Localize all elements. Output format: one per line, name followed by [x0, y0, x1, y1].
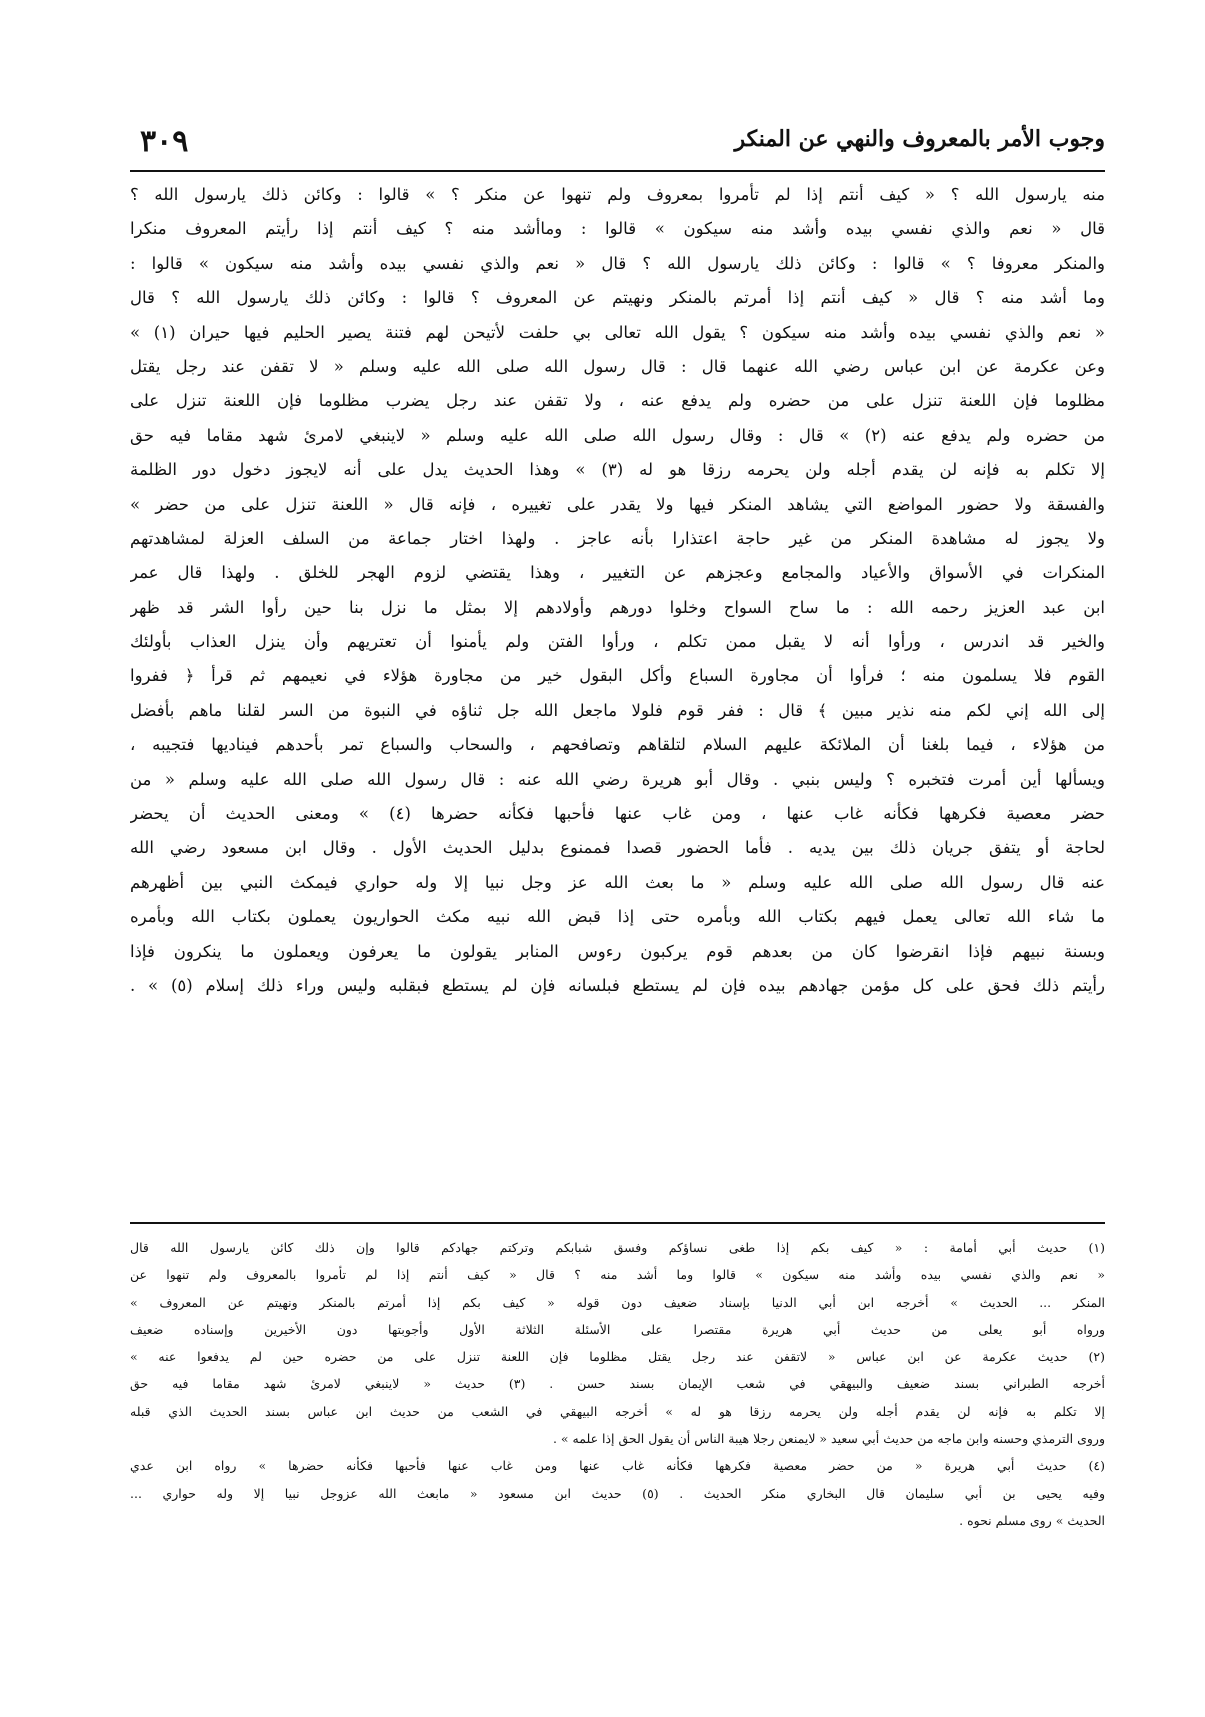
text-line: ويسألها أين أمرت فتخبره ؟ وليس بنبي . وقال أبو هريرة رضي الله عنه : قال رسول الله صلى الله عليه وسلم « من [130, 769, 1105, 789]
text-line: ابن عبد العزيز رحمه الله : ما ساح السواح وخلوا دورهم وأولادهم إلا بمثل ما نزل بنا حين رأوا الشر قد ظهر [130, 597, 1105, 617]
text-line: القوم فلا يسلمون منه ؛ فرأوا أن مجاورة السباع وأكل البقول خير من مجاورة هؤلاء في نعيمهم ثم قرأ ﴿ ففروا [130, 666, 1105, 686]
text-line: إلى الله إني لكم منه نذير مبين ﴾ قال : ففر قوم فلولا ماجعل الله جل ثناؤه في النبوة من السر لقلنا ماهم بأفضل [130, 700, 1105, 720]
text-line: من حضره ولم يدفع عنه (٢) » قال : وقال رسول الله صلى الله عليه وسلم « لاينبغي لامرئ شهد مقاما فيه حق [130, 425, 1105, 445]
footnote-line: أخرجه الطبراني بسند ضعيف والبيهقي في شعب الإيمان بسند حسن . (٣) حديث « لاينبغي لامرئ شهد مقاما فيه حق [130, 1376, 1105, 1392]
text-line: ولا يجوز له مشاهدة المنكر من غير حاجة اعتذارا بأنه عاجز . ولهذا اختار جماعة من السلف العزلة لمشاهدتهم [130, 528, 1105, 548]
text-line: قال « نعم والذي نفسي بيده وأشد منه سيكون » قالوا : وماأشد منه ؟ كيف أنتم إذا رأيتم المعروف منكرا [130, 219, 1105, 239]
footnote-line: المنكر ... الحديث » أخرجه ابن أبي الدنيا بإسناد ضعيف دون قوله « كيف بكم إذا أمرتم بالمنكر ونهيتم عن المعروف » [130, 1294, 1105, 1310]
text-line: وما أشد منه ؟ قال « كيف أنتم إذا أمرتم بالمنكر ونهيتم عن المعروف ؟ قالوا : وكائن ذلك يارسول الله ؟ قال [130, 288, 1105, 308]
footnote-line: (٤) حديث أبي هريرة « من حضر معصية فكرهها فكأنه غاب عنها ومن غاب عنها فأحبها فكأنه حضرها » رواه ابن عدي [130, 1458, 1105, 1474]
text-line: والمنكر معروفا ؟ » قالوا : وكائن ذلك يارسول الله ؟ قال « نعم والذي نفسي بيده وأشد منه سيكون » قالوا : [130, 253, 1105, 273]
running-title: وجوب الأمر بالمعروف والنهي عن المنكر [734, 126, 1105, 152]
footnote-line: (١) حديث أبي أمامة : « كيف بكم إذا طغى نساؤكم وفسق شبابكم وتركتم جهادكم قالوا وإن ذلك كائن يارسول الله قال [130, 1240, 1105, 1255]
text-line: لحاجة أو يتفق جريان ذلك بين يديه . فأما الحضور قصدا فممنوع بدليل الحديث الأول . وقال ابن مسعود رضي الله [130, 838, 1105, 858]
footnote-line: « نعم والذي نفسي بيده وأشد منه سيكون » قالوا وما أشد منه ؟ قال « كيف أنتم إذا لم تأمروا بالمعروف ولم تنهوا عن [130, 1267, 1105, 1283]
main-text [130, 178, 1105, 1003]
text-line: وبسنة نبيهم فإذا انقرضوا كان من بعدهم قوم يركبون رءوس المنابر يقولون ما يعرفون ويعملون ما ينكرون فإذا [130, 941, 1105, 961]
text-line: إلا تكلم به فإنه لن يقدم أجله ولن يحرمه رزقا هو له (٣) » وهذا الحديث يدل على أنه لايجوز دخول دور الظلمة [130, 460, 1105, 480]
footnote-line: (٢) حديث عكرمة عن ابن عباس « لاتقفن عند رجل يقتل مظلوما فإن اللعنة تنزل على من حضره حين لم يدفعوا عنه » [130, 1349, 1105, 1365]
footnote-line: إلا تكلم به فإنه لن يقدم أجله ولن يحرمه رزقا هو له » أخرجه البيهقي في الشعب من حديث ابن عباس بسند الحديث الذي قبله [130, 1403, 1105, 1419]
text-line: وعن عكرمة عن ابن عباس رضي الله عنهما قال : قال رسول الله صلى الله عليه وسلم « لا تقفن عند رجل يقتل [130, 356, 1105, 376]
page-header [130, 120, 1105, 172]
footnote-line: ورواه أبو يعلى من حديث أبي هريرة مقتصرا على الأسئلة الثلاثة الأول وأجوبتها دون الأخيرين وإسناده ضعيف [130, 1321, 1105, 1337]
text-line: منه يارسول الله ؟ « كيف أنتم إذا لم تأمروا بمعروف ولم تنهوا عن منكر ؟ » قالوا : وكائن ذلك يارسول الله ؟ [130, 185, 1105, 204]
footnote-divider [130, 1222, 1105, 1224]
footnote-line: الحديث » روى مسلم نحوه . [959, 1512, 1105, 1528]
text-line: من هؤلاء ، فيما بلغنا أن الملائكة عليهم السلام لتلقاهم وتصافحهم ، والسحاب والسباع تمر بأحدهم فيناديها فتجيبه ، [130, 735, 1105, 755]
text-line: والخير قد اندرس ، ورأوا أنه لا يقبل ممن تكلم ، ورأوا الفتن ولم يأمنوا أن تعتريهم وأن ينزل العذاب بأولئك [130, 632, 1105, 652]
text-line: ما شاء الله تعالى يعمل فيهم بكتاب الله وبأمره حتى إذا قبض الله نبيه مكث الحواريون يعملون بكتاب الله وبأمره [130, 907, 1105, 927]
text-line: حضر معصية فكرهها فكأنه غاب عنها ، ومن غاب عنها فأحبها فكأنه حضرها (٤) » ومعنى الحديث أن يحضر [130, 804, 1105, 824]
text-line: رأيتم ذلك فحق على كل مؤمن جهادهم بيده فإن لم يستطع فبلسانه فإن لم يستطع فبقلبه وليس وراء ذلك إسلام (٥) » . [130, 975, 1105, 995]
text-line: عنه قال رسول الله صلى الله عليه وسلم « ما بعث الله عز وجل نبيا إلا وله حواري فيمكث النبي بين أظهرهم [130, 872, 1105, 892]
text-line: مظلوما فإن اللعنة تنزل على من حضره ولم يدفع عنه ، ولا تقفن عند رجل يضرب مظلوما فإن اللعنة تنزل على [130, 391, 1105, 411]
text-line: المنكرات في الأسواق والأعياد والمجامع وعجزهم عن التغيير ، وهذا يقتضي لزوم الهجر للخلق . ولهذا قال عمر [130, 563, 1105, 583]
footnote-line: وروى الترمذي وحسنه وابن ماجه من حديث أبي سعيد « لايمنعن رجلا هيبة الناس أن يقول الحق إذا علمه » . [552, 1431, 1105, 1447]
text-line: والفسقة ولا حضور المواضع التي يشاهد المنكر فيها ولا يقدر على تغييره ، فإنه قال « اللعنة تنزل على من حضر » [130, 494, 1105, 514]
footnote-line: وفيه يحيى بن أبي سليمان قال البخاري منكر الحديث . (٥) حديث ابن مسعود « مابعث الله عزوجل نبيا إلا وله حواري ... [130, 1485, 1105, 1501]
page-number: ٣٠٩ [140, 124, 189, 159]
footnotes [130, 1234, 1105, 1534]
text-line: « نعم والذي نفسي بيده وأشد منه سيكون ؟ يقول الله تعالى بي حلفت لأتيحن لهم فتنة يصير الحليم فيها حيران (١) » [130, 322, 1105, 342]
